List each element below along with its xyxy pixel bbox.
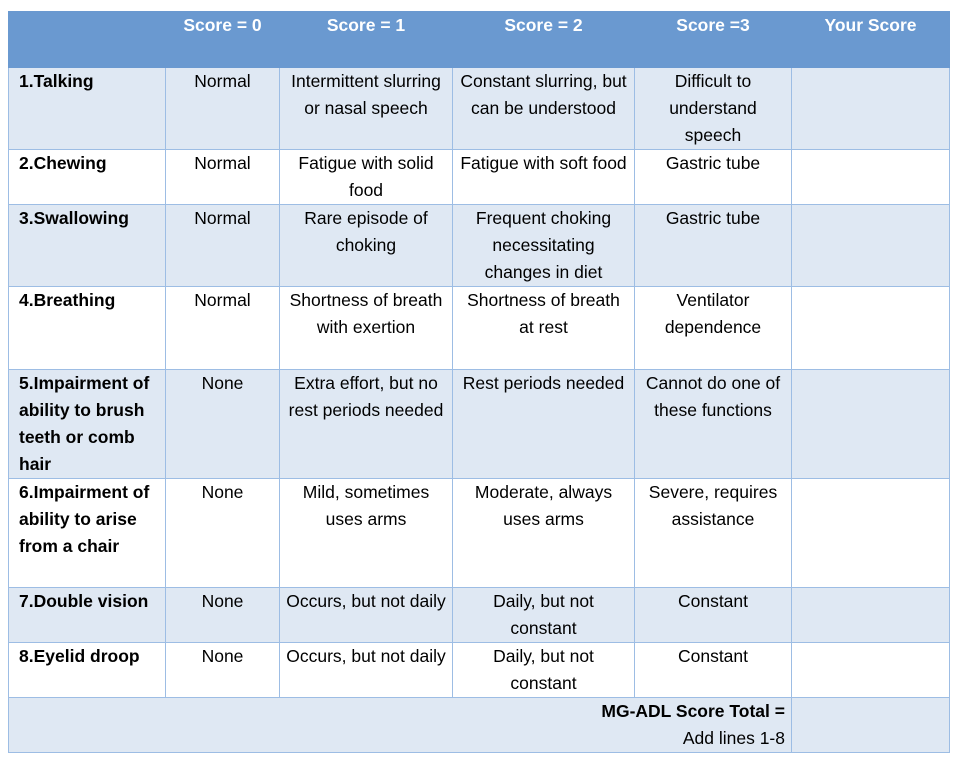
row-label: 1.Talking [9, 68, 166, 150]
your-score-input[interactable] [792, 479, 950, 588]
your-score-input[interactable] [792, 588, 950, 643]
score-3-cell: Constant [635, 643, 792, 698]
table-row [9, 370, 950, 479]
score-0-cell: None [166, 588, 280, 643]
row-label: 6.Impairment of ability to arise from a chair [9, 479, 166, 588]
score-1-cell: Rare episode of choking [280, 205, 453, 287]
your-score-input[interactable] [792, 150, 950, 205]
score-3-cell: Ventilator dependence [635, 287, 792, 370]
score-1-cell: Extra effort, but no rest periods needed [280, 370, 453, 479]
score-2-cell: Rest periods needed [453, 370, 635, 479]
row-label: 2.Chewing [9, 150, 166, 205]
score-0-cell: None [166, 643, 280, 698]
score-3-cell: Gastric tube [635, 150, 792, 205]
header-score-1: Score = 1 [280, 12, 453, 68]
header-score-3: Score =3 [635, 12, 792, 68]
table-row [9, 479, 950, 588]
your-score-input[interactable] [792, 287, 950, 370]
mg-adl-table [8, 11, 950, 753]
header-your-score: Your Score [792, 12, 950, 68]
score-3-cell: Gastric tube [635, 205, 792, 287]
score-1-cell: Intermittent slurring or nasal speech [280, 68, 453, 150]
total-label: MG-ADL Score Total = [601, 701, 785, 721]
table-row [9, 588, 950, 643]
score-3-cell: Severe, requires assistance [635, 479, 792, 588]
your-score-input[interactable] [792, 643, 950, 698]
your-score-input[interactable] [792, 68, 950, 150]
header-blank [9, 12, 166, 68]
score-0-cell: None [166, 370, 280, 479]
score-0-cell: Normal [166, 205, 280, 287]
total-cell [9, 698, 792, 753]
table-row [9, 287, 950, 370]
table-row [9, 205, 950, 287]
score-0-cell: Normal [166, 68, 280, 150]
score-1-cell: Mild, sometimes uses arms [280, 479, 453, 588]
row-label: 3.Swallowing [9, 205, 166, 287]
table-row [9, 643, 950, 698]
score-2-cell: Constant slurring, but can be understood [453, 68, 635, 150]
total-score-input[interactable] [792, 698, 950, 753]
score-2-cell: Daily, but not constant [453, 588, 635, 643]
score-2-cell: Fatigue with soft food [453, 150, 635, 205]
your-score-input[interactable] [792, 370, 950, 479]
table-row [9, 150, 950, 205]
table-row [9, 68, 950, 150]
total-row [9, 698, 950, 753]
header-score-0: Score = 0 [166, 12, 280, 68]
score-2-cell: Moderate, always uses arms [453, 479, 635, 588]
total-note: Add lines 1-8 [682, 728, 785, 748]
header-row [9, 12, 950, 68]
score-1-cell: Occurs, but not daily [280, 643, 453, 698]
header-score-2: Score = 2 [453, 12, 635, 68]
row-label: 4.Breathing [9, 287, 166, 370]
score-3-cell: Constant [635, 588, 792, 643]
row-label: 8.Eyelid droop [9, 643, 166, 698]
score-2-cell: Daily, but not constant [453, 643, 635, 698]
score-1-cell: Fatigue with solid food [280, 150, 453, 205]
row-label: 5.Impairment of ability to brush teeth or comb hair [9, 370, 166, 479]
score-2-cell: Frequent choking necessitating changes in diet [453, 205, 635, 287]
score-1-cell: Occurs, but not daily [280, 588, 453, 643]
score-2-cell: Shortness of breath at rest [453, 287, 635, 370]
score-1-cell: Shortness of breath with exertion [280, 287, 453, 370]
your-score-input[interactable] [792, 205, 950, 287]
row-label: 7.Double vision [9, 588, 166, 643]
score-3-cell: Cannot do one of these functions [635, 370, 792, 479]
score-0-cell: None [166, 479, 280, 588]
score-0-cell: Normal [166, 287, 280, 370]
score-0-cell: Normal [166, 150, 280, 205]
score-3-cell: Difficult to understand speech [635, 68, 792, 150]
